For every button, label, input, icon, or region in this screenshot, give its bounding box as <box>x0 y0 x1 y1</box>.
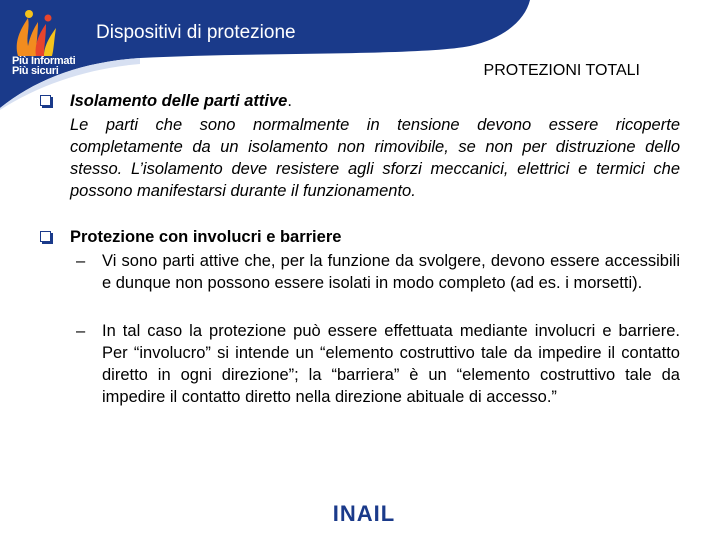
dash-icon: – <box>76 322 86 340</box>
square-bullet-icon <box>40 95 51 106</box>
square-bullet-icon <box>40 231 51 242</box>
dash-icon: – <box>76 252 86 270</box>
sub-bullet-text: Vi sono parti attive che, per la funzione da svolgere, devono essere accessibili e dunque non possono essere isolati in modo completo (ad es. i morsetti). <box>102 252 680 292</box>
page-subtitle: PROTEZIONI TOTALI <box>483 62 640 79</box>
logo-line2: Più sicuri <box>12 65 59 77</box>
bullet-involucri <box>40 226 680 248</box>
brand-logo-text <box>12 56 75 76</box>
bullet-heading: Protezione con involucri e barriere <box>70 228 342 246</box>
page-title: Dispositivi di protezione <box>96 22 296 43</box>
bullet-paragraph: Le parti che sono normalmente in tensione devono essere ricoperte completamente da un isolamento non rimovibile, se non per distruzione dello stesso. L’isolamento deve resistere agli sforzi meccanici, elettrici e termici che possono manifestarsi durante il funzionamento. <box>70 116 680 200</box>
inail-logo-text: INAIL <box>332 504 396 524</box>
sub-bullet-text: In tal caso la protezione può essere effettuata mediante involucri e barriere. Per “involucro” si intende un “elemento costruttivo tale da impedire il contatto diretto in ogni direzione”; la “barriera” è un “elemento costruttivo tale da impedire il contatto diretto nella direzione abituale di accesso.” <box>102 322 680 406</box>
slide-content <box>40 90 680 408</box>
bullet-heading: Isolamento delle parti attive <box>70 92 288 110</box>
bullet-isolamento <box>40 90 680 112</box>
sub-bullet <box>76 250 680 294</box>
logo-line1: Più Informati <box>12 55 76 67</box>
bullet-heading-suffix: . <box>287 92 292 110</box>
sub-bullet <box>76 320 680 408</box>
inail-logo-icon <box>316 504 412 524</box>
